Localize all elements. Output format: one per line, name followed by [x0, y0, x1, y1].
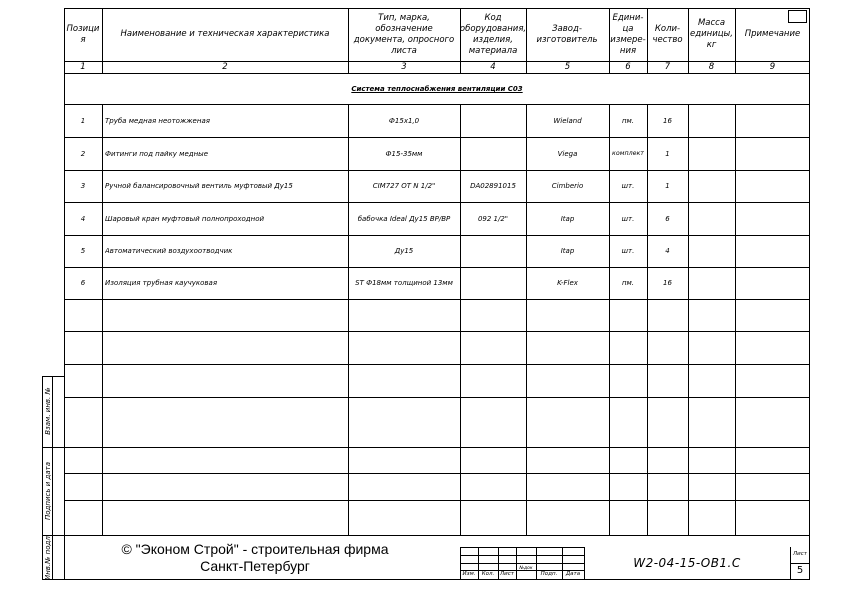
row-maker: Viega: [557, 149, 578, 158]
colnum-1: 1: [80, 62, 86, 72]
row-maker: K-Flex: [557, 279, 578, 287]
colnum-4: 4: [490, 62, 496, 72]
row-name: Ручной балансировочный вентиль муфтовый Ду15: [105, 182, 293, 190]
row-pos: 2: [80, 149, 86, 158]
header-name: Наименование и техническая характеристика: [120, 29, 330, 39]
label-podp: Подп.: [540, 571, 558, 577]
label-kol: Кол.: [481, 571, 495, 577]
label-list: Лист: [500, 571, 514, 577]
row-qty: 4: [665, 247, 670, 255]
sheet-label: Лист: [793, 551, 807, 557]
row-maker: Wieland: [553, 116, 582, 125]
stamp-inv-original: Инв.№ подл.: [44, 533, 52, 581]
stamp-signature-date: Подпись и дата: [44, 462, 52, 520]
row-maker: Itap: [560, 214, 575, 223]
row-maker: Cimberio: [551, 182, 584, 190]
company-name: © "Эконом Строй" - строительная фирма: [121, 541, 389, 557]
colnum-3: 3: [401, 62, 407, 72]
row-code: [460, 267, 526, 299]
row-type: Ф15х1,0: [388, 116, 420, 125]
header-position: Позици я: [66, 23, 100, 45]
colnum-9: 9: [769, 62, 776, 72]
row-unit: шт.: [621, 182, 635, 190]
label-izm: Изм.: [462, 571, 476, 577]
row-name: Шаровый кран муфтовый полнопроходной: [105, 214, 265, 223]
document-code: W2-04-15-OB1.C: [633, 556, 741, 570]
row-name: Фитинги под пайку медные: [105, 149, 209, 158]
row-type: Ду15: [394, 247, 414, 255]
row-code: [460, 137, 526, 170]
colnum-5: 5: [564, 62, 571, 72]
row-type: CIM727 OT N 1/2": [372, 182, 436, 190]
label-data: Дата: [565, 571, 581, 577]
row-pos: 6: [80, 279, 86, 287]
row-name: Труба медная неотожженая: [105, 116, 210, 125]
section-title: Система теплоснабжения вентиляции С03: [351, 85, 523, 93]
colnum-6: 6: [625, 62, 631, 72]
row-name: Автоматический воздухоотводчик: [105, 247, 233, 255]
row-qty: 6: [665, 214, 670, 223]
row-name: Изоляция трубная каучуковая: [105, 279, 218, 287]
row-code: [460, 235, 526, 267]
row-maker: Itap: [560, 247, 575, 255]
header-code: Код оборудования, изделия, материала: [459, 12, 527, 56]
row-pos: 4: [80, 214, 86, 223]
header-note: Примечание: [744, 29, 801, 39]
row-pos: 5: [80, 247, 86, 255]
stamp-replace-inv: Взам. инв. №: [44, 387, 52, 435]
row-type: бабочка Ideal Ду15 ВР/ВР: [357, 214, 451, 223]
sheet-number: 5: [796, 565, 804, 576]
row-unit: шт.: [621, 214, 635, 223]
colnum-8: 8: [708, 62, 715, 72]
row-qty: 1: [665, 149, 670, 158]
colnum-7: 7: [664, 62, 671, 72]
row-pos: 1: [80, 116, 86, 125]
row-unit: комплект: [612, 150, 644, 157]
colnum-2: 2: [222, 62, 228, 72]
row-qty: 1: [665, 182, 670, 190]
company-city: Санкт-Петербург: [200, 558, 310, 574]
header-unit: Едини- ца измере- ния: [610, 12, 646, 56]
row-code: DA02891015: [470, 182, 516, 190]
header-qty: Коли- чество: [652, 23, 683, 45]
row-unit: пм.: [621, 116, 635, 125]
header-mass: Масса единицы, кг: [690, 18, 733, 50]
row-unit: пм.: [621, 279, 635, 287]
row-type: ST Ф18мм толщиной 13мм: [355, 279, 453, 287]
label-ndoc: №док: [519, 566, 533, 571]
header-type: Тип, марка, обозначение документа, опросного листа: [353, 12, 455, 56]
row-code: 092 1/2": [477, 214, 509, 223]
row-type: Ф15-35мм: [385, 149, 423, 158]
row-unit: шт.: [621, 247, 635, 255]
row-qty: 16: [663, 279, 672, 287]
row-pos: 3: [80, 182, 86, 190]
row-code: [460, 104, 526, 137]
row-qty: 16: [663, 116, 672, 125]
header-maker: Завод- изготовитель: [536, 23, 598, 45]
